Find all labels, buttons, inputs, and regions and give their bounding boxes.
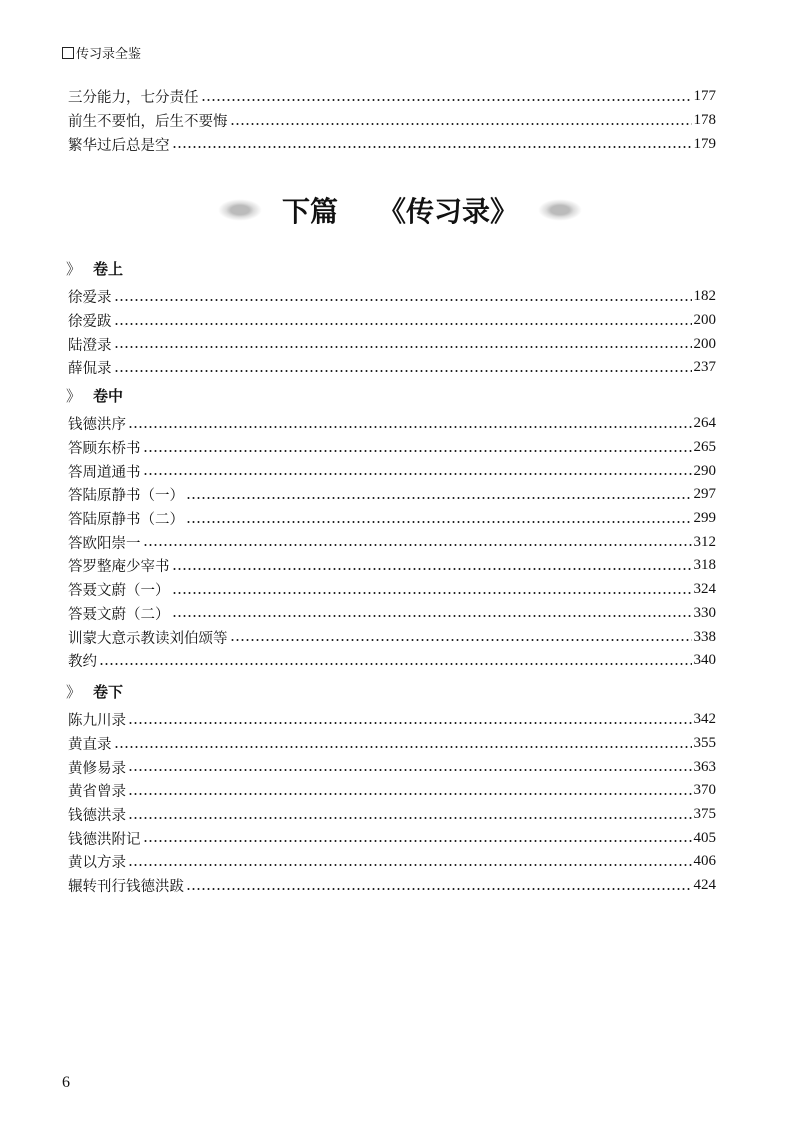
toc-entry[interactable] [68, 412, 716, 436]
running-header [62, 43, 141, 62]
chevron-marker-icon: 》 [66, 386, 82, 405]
dot-leader [128, 817, 692, 819]
section-name: 卷上 [93, 259, 124, 278]
entry-page: 237 [693, 359, 716, 376]
toc-entry[interactable] [68, 332, 716, 356]
toc-entry[interactable] [68, 779, 716, 803]
entry-page: 182 [693, 288, 716, 305]
entry-title: 答陆原静书（二） [68, 512, 184, 529]
section-heading [66, 679, 716, 703]
entry-title: 辗转刊行钱德洪跋 [68, 879, 184, 896]
entry-title: 答罗整庵少宰书 [68, 559, 170, 576]
entry-page: 424 [693, 877, 716, 894]
entry-page: 363 [693, 758, 716, 775]
toc-entry[interactable] [68, 132, 716, 156]
dot-leader [143, 544, 692, 546]
toc-entry[interactable] [68, 649, 716, 673]
dot-leader [143, 450, 692, 452]
dot-leader [143, 473, 692, 475]
toc-entry[interactable] [68, 755, 716, 779]
entry-title: 训蒙大意示教读刘伯颂等 [68, 630, 228, 647]
chevron-marker-icon: 》 [66, 682, 82, 701]
dot-leader [230, 639, 692, 641]
toc-entry[interactable] [68, 602, 716, 626]
section-heading [66, 256, 716, 280]
entry-page: 297 [693, 486, 716, 503]
section-name: 卷中 [93, 386, 124, 405]
entry-page: 375 [693, 806, 716, 823]
toc-entry[interactable] [68, 356, 716, 380]
dot-leader [128, 793, 692, 795]
toc-entry[interactable] [68, 507, 716, 531]
entry-page: 200 [693, 312, 716, 329]
toc-entry[interactable] [68, 554, 716, 578]
toc-entry[interactable] [68, 436, 716, 460]
entry-title: 繁华过后总是空 [68, 137, 170, 154]
toc-entry[interactable] [68, 708, 716, 732]
entry-page: 406 [693, 853, 716, 870]
dot-leader [114, 346, 692, 348]
part-book-title: 《传习录》 [378, 195, 519, 228]
chevron-marker-icon: 》 [66, 259, 82, 278]
entry-page: 200 [693, 335, 716, 352]
dot-leader [128, 769, 692, 771]
part-title [0, 190, 800, 230]
entry-title: 黄修易录 [68, 760, 126, 777]
toc-entry[interactable] [68, 803, 716, 827]
entry-title: 徐爱录 [68, 290, 112, 307]
entry-page: 318 [693, 557, 716, 574]
toc-entry[interactable] [68, 874, 716, 898]
entry-title: 黄以方录 [68, 855, 126, 872]
dot-leader [186, 521, 692, 523]
entry-page: 370 [693, 782, 716, 799]
entry-page: 342 [693, 711, 716, 728]
entry-title: 答顾东桥书 [68, 441, 141, 458]
entry-page: 338 [693, 628, 716, 645]
entry-page: 179 [693, 135, 716, 152]
entry-title: 答欧阳崇一 [68, 535, 141, 552]
page-number: 6 [62, 1074, 70, 1091]
entry-title: 徐爱跋 [68, 314, 112, 331]
dot-leader [128, 864, 692, 866]
dot-leader [172, 615, 692, 617]
part-name: 下篇 [281, 195, 338, 228]
entry-page: 265 [693, 439, 716, 456]
entry-title: 教约 [68, 654, 97, 671]
entry-title: 薛侃录 [68, 361, 112, 378]
toc-section-juan-shang [68, 256, 716, 380]
book-title: 传习录全鉴 [76, 47, 142, 62]
dot-leader [186, 888, 692, 890]
entry-page: 299 [693, 510, 716, 527]
dot-leader [172, 568, 692, 570]
toc-entry[interactable] [68, 85, 716, 109]
entry-title: 陆澄录 [68, 337, 112, 354]
toc-section-juan-xia [68, 679, 716, 898]
dot-leader [99, 663, 692, 665]
dot-leader [172, 592, 692, 594]
toc-entry[interactable] [68, 483, 716, 507]
entry-page: 290 [693, 462, 716, 479]
entry-title: 三分能力，七分责任 [68, 90, 199, 107]
dot-leader [128, 722, 692, 724]
entry-page: 178 [693, 112, 716, 129]
section-name: 卷下 [93, 682, 124, 701]
entry-page: 405 [693, 829, 716, 846]
toc-entry[interactable] [68, 285, 716, 309]
entry-page: 177 [693, 88, 716, 105]
dot-leader [114, 323, 692, 325]
dot-leader [186, 497, 692, 499]
entry-title: 答陆原静书（一） [68, 488, 184, 505]
entry-page: 330 [693, 604, 716, 621]
entry-title: 答周道通书 [68, 464, 141, 481]
toc-entry[interactable] [68, 109, 716, 133]
entry-title: 陈九川录 [68, 713, 126, 730]
entry-page: 340 [693, 652, 716, 669]
section-heading [66, 383, 716, 407]
dot-leader [230, 123, 692, 125]
toc-entry[interactable] [68, 530, 716, 554]
dot-leader [114, 746, 692, 748]
entry-title: 钱德洪附记 [68, 831, 141, 848]
entry-page: 264 [693, 415, 716, 432]
toc-section-juan-zhong [68, 383, 716, 673]
entry-title: 钱德洪序 [68, 417, 126, 434]
toc-entry[interactable] [68, 625, 716, 649]
entry-page: 312 [693, 533, 716, 550]
entry-page: 324 [693, 581, 716, 598]
square-icon [62, 47, 74, 59]
entry-title: 黄省曾录 [68, 784, 126, 801]
toc-top-entries [68, 85, 716, 156]
dot-leader [114, 370, 692, 372]
ornament-right-icon [538, 199, 582, 221]
dot-leader [143, 840, 692, 842]
toc-entry[interactable] [68, 732, 716, 756]
entry-title: 答聂文蔚（二） [68, 606, 170, 623]
toc-entry[interactable] [68, 459, 716, 483]
dot-leader [128, 426, 692, 428]
toc-entry[interactable] [68, 309, 716, 333]
toc-entry[interactable] [68, 850, 716, 874]
toc-entry[interactable] [68, 826, 716, 850]
toc-entry[interactable] [68, 578, 716, 602]
entry-title: 钱德洪录 [68, 808, 126, 825]
ornament-left-icon [218, 199, 262, 221]
entry-title: 黄直录 [68, 737, 112, 754]
dot-leader [201, 99, 692, 101]
entry-title: 前生不要怕，后生不要悔 [68, 114, 228, 131]
entry-title: 答聂文蔚（一） [68, 583, 170, 600]
entry-page: 355 [693, 735, 716, 752]
dot-leader [114, 299, 692, 301]
dot-leader [172, 146, 692, 148]
